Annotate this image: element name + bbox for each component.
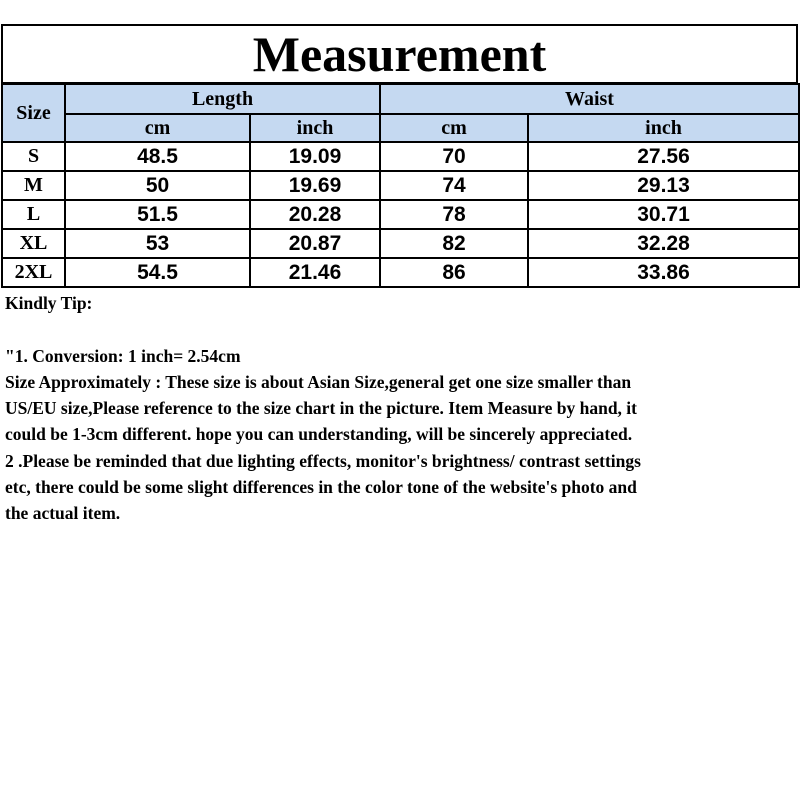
length-inch-header: inch (250, 114, 380, 142)
waist-inch-value: 29.13 (528, 171, 799, 200)
table-row (2, 171, 799, 200)
table-row (2, 258, 799, 287)
size-label: S (2, 142, 65, 171)
waist-cm-value: 82 (380, 229, 528, 258)
length-cm-value: 53 (65, 229, 250, 258)
waist-inch-value: 27.56 (528, 142, 799, 171)
size-label: 2XL (2, 258, 65, 287)
table-row (2, 200, 799, 229)
size-label: L (2, 200, 65, 229)
length-group-header: Length (65, 84, 380, 114)
note-line: US/EU size,Please reference to the size chart in the picture. Item Measure by hand, it (5, 398, 637, 419)
size-column-header: Size (2, 84, 65, 142)
waist-cm-value: 78 (380, 200, 528, 229)
note-line: 2 .Please be reminded that due lighting effects, monitor's brightness/ contrast settings (5, 450, 641, 471)
length-cm-value: 48.5 (65, 142, 250, 171)
table-row (2, 142, 799, 171)
size-label: XL (2, 229, 65, 258)
note-line: Size Approximately : These size is about Asian Size,general get one size smaller than (5, 371, 632, 392)
waist-cm-header: cm (380, 114, 528, 142)
length-inch-value: 19.69 (250, 171, 380, 200)
length-cm-header: cm (65, 114, 250, 142)
waist-inch-value: 33.86 (528, 258, 799, 287)
length-cm-value: 50 (65, 171, 250, 200)
length-cm-value: 54.5 (65, 258, 250, 287)
size-chart-table (1, 83, 800, 288)
note-line: the actual item. (5, 503, 121, 524)
size-notes (5, 290, 795, 527)
waist-cm-value: 70 (380, 142, 528, 171)
group-header-row (2, 84, 799, 114)
waist-cm-value: 74 (380, 171, 528, 200)
waist-inch-value: 30.71 (528, 200, 799, 229)
notes-spacer (5, 316, 795, 342)
page-title: Measurement (1, 24, 798, 84)
length-inch-value: 21.46 (250, 258, 380, 287)
notes-heading: Kindly Tip: (5, 293, 93, 313)
note-line: could be 1-3cm different. hope you can understanding, will be sincerely appreciated. (5, 424, 633, 445)
note-line: etc, there could be some slight differences in the color tone of the website's photo and (5, 477, 637, 498)
waist-group-header: Waist (380, 84, 799, 114)
length-inch-value: 19.09 (250, 142, 380, 171)
table-row (2, 229, 799, 258)
waist-inch-header: inch (528, 114, 799, 142)
waist-cm-value: 86 (380, 258, 528, 287)
length-inch-value: 20.87 (250, 229, 380, 258)
note-line: "1. Conversion: 1 inch= 2.54cm (5, 345, 241, 366)
size-label: M (2, 171, 65, 200)
length-inch-value: 20.28 (250, 200, 380, 229)
waist-inch-value: 32.28 (528, 229, 799, 258)
length-cm-value: 51.5 (65, 200, 250, 229)
unit-header-row (2, 114, 799, 142)
